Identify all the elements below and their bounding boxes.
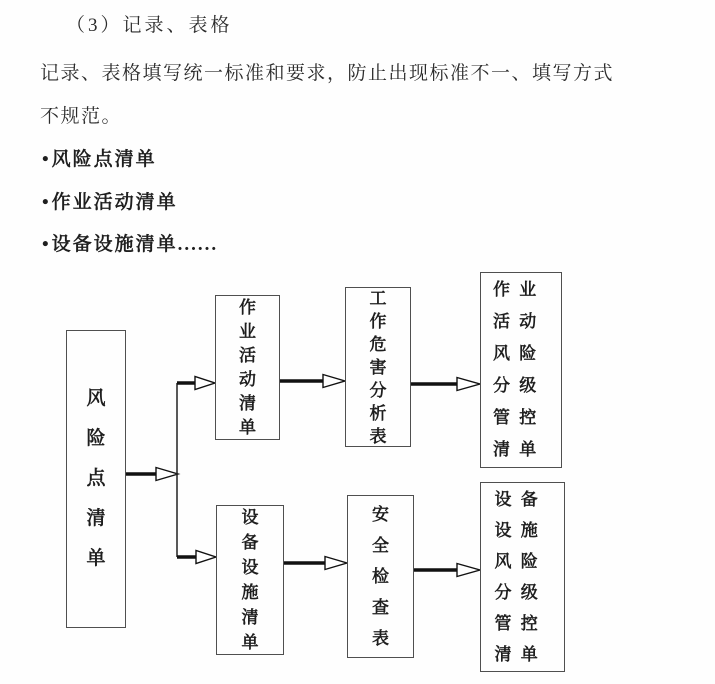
flowchart [0,260,715,684]
edge-riskpoint-to-branch [126,468,178,481]
bullet-item-job-activity [42,187,178,214]
node-equipment-facility-risk-control-list [480,482,565,672]
node-label: 风险点清单 [86,388,106,569]
node-safety-checklist-table [347,495,414,658]
node-job-activity-list [215,295,280,440]
paragraph-line-2: 不规范。 [40,106,123,127]
node-label: 作业活动风险分级管控清单 [492,280,546,459]
node-label: 安全检查表 [372,505,389,648]
node-label: 设备设施风险分级管控清单 [494,490,548,664]
node-job-hazard-analysis-table [345,287,411,447]
node-risk-point-list [66,330,126,628]
edge-equipment-to-safetycheck [284,557,347,570]
node-job-activity-risk-control-list [480,272,562,468]
node-equipment-facility-list [216,505,284,655]
bullet-item-equipment [42,229,218,256]
section-heading: （3）记录、表格 [66,15,233,36]
bullet-icon: • [42,149,51,170]
paragraph-line-1: 记录、表格填写统一标准和要求，防止出现标准不一、填写方式 [40,63,615,84]
edge-branch-to-equipment [177,551,216,564]
bullet-label: 风险点清单 [51,149,157,170]
edge-jobactivity-to-jha [280,375,345,388]
bullet-label: 作业活动清单 [51,192,178,213]
edge-branch-to-jobactivity [177,377,215,390]
bullet-icon: • [42,192,51,213]
edge-jha-to-jobactivityrisk [411,378,480,391]
edge-safetycheck-to-equipmentrisk [414,564,480,577]
node-label: 设备设施清单 [241,508,259,652]
bullet-item-risk-point [42,144,157,171]
bullet-icon: • [42,234,51,255]
node-label: 作业活动清单 [239,297,256,437]
bullet-label: 设备设施清单...... [51,234,219,255]
node-label: 工作危害分析表 [369,288,387,446]
